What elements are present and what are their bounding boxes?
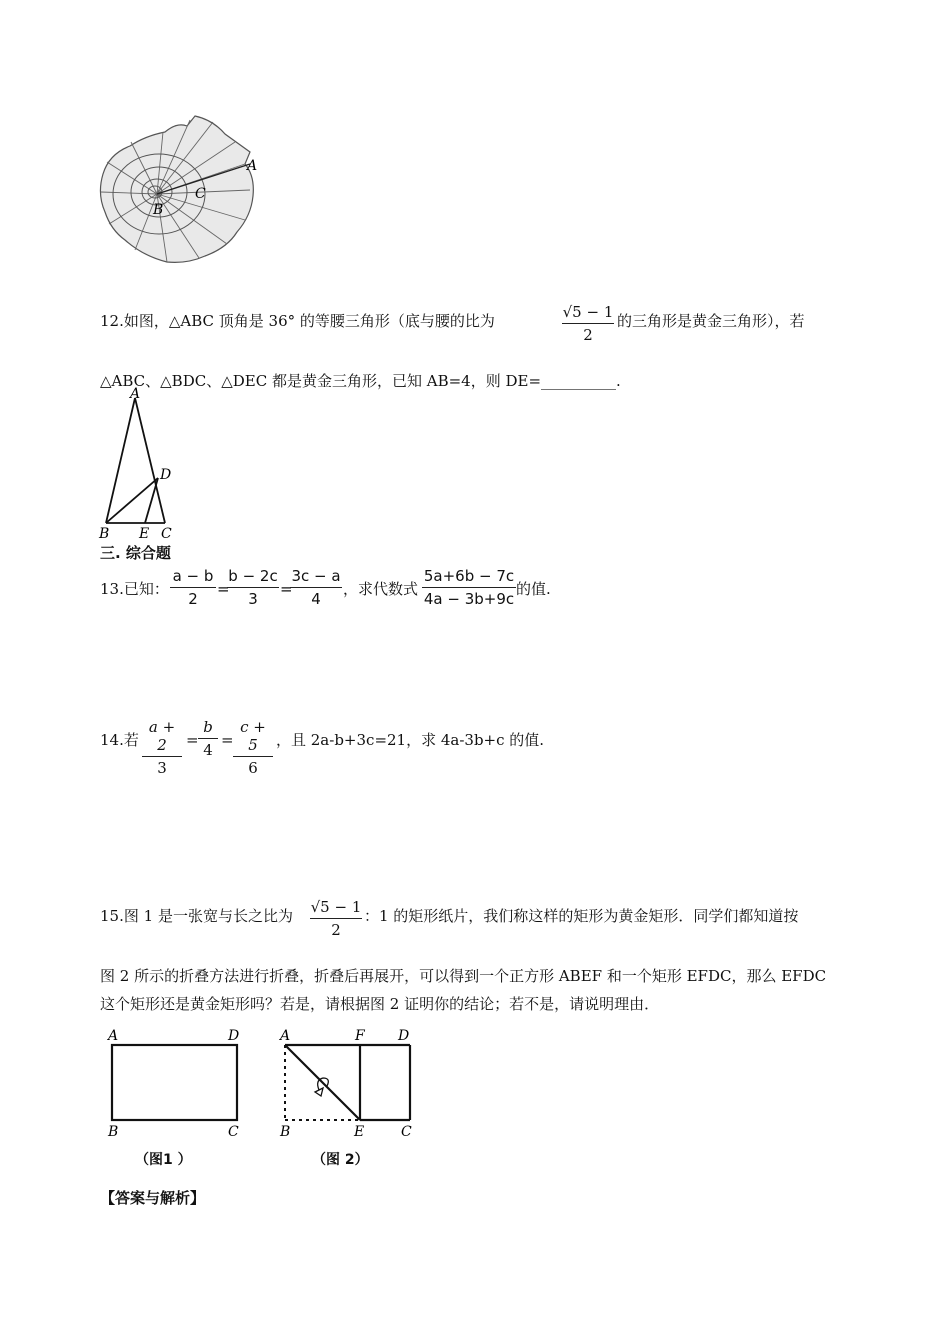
q13-tail: 的值. bbox=[516, 580, 551, 598]
q14-f1-den: 3 bbox=[157, 759, 167, 777]
q13-frac3 bbox=[290, 567, 342, 608]
q13-frac4 bbox=[422, 567, 516, 608]
q13-f4-den: 4a − 3b+9c bbox=[423, 590, 515, 608]
triangle-figure bbox=[95, 385, 195, 545]
q13-f1-num: a − b bbox=[172, 567, 214, 585]
q13-lead-text: 已知： bbox=[123, 580, 169, 598]
q14-tail: ，且 2a-b+3c=21，求 4a-3b+c 的值. bbox=[276, 731, 545, 749]
q13-f4-num: 5a+6b − 7c bbox=[423, 567, 515, 585]
label-a: A bbox=[247, 158, 258, 174]
q13-frac1 bbox=[170, 567, 216, 608]
q12-frac-den: 2 bbox=[583, 326, 593, 344]
q14-frac3 bbox=[233, 718, 273, 777]
tri-label-d: D bbox=[160, 467, 172, 483]
q14-lead bbox=[100, 730, 139, 750]
q14-eq1: = bbox=[186, 731, 199, 749]
q13-f2-den: 3 bbox=[248, 590, 258, 608]
nautilus-figure bbox=[95, 112, 270, 272]
q15-number: 15. bbox=[100, 907, 124, 925]
fig1-caption: （图1 ） bbox=[135, 1152, 192, 1168]
fig2-label-c: C bbox=[401, 1124, 412, 1140]
q13-f3-num: 3c − a bbox=[291, 567, 341, 585]
q13-f2-num: b − 2c bbox=[228, 567, 278, 585]
q15-frac-den: 2 bbox=[331, 921, 341, 939]
fig2-label-a: A bbox=[280, 1028, 291, 1044]
figure-2 bbox=[275, 1022, 420, 1142]
q15-frac-num: √5 − 1 bbox=[310, 898, 362, 916]
fig1-label-d: D bbox=[228, 1028, 240, 1044]
q12-text-after: 的三角形是黄金三角形），若 bbox=[617, 312, 805, 330]
q13-eq2: = bbox=[280, 580, 293, 598]
q13-lead bbox=[100, 579, 169, 599]
q14-f3-num: c + 5 bbox=[240, 718, 266, 754]
q15-line2: 图 2 所示的折叠方法进行折叠，折叠后再展开，可以得到一个正方形 ABEF 和一个矩形 EFDC，那么 EFDC bbox=[100, 967, 827, 985]
q15-lead-text: 图 1 是一张宽与长之比为 bbox=[123, 907, 293, 925]
q14-f2-num: b bbox=[203, 718, 213, 736]
tri-label-e: E bbox=[139, 526, 150, 542]
q14-f1-num: a + 2 bbox=[148, 718, 176, 754]
fig2-label-e: E bbox=[354, 1124, 365, 1140]
label-b: B bbox=[153, 202, 164, 218]
q13-f3-den: 4 bbox=[311, 590, 321, 608]
figure-1 bbox=[100, 1022, 260, 1142]
tri-label-c: C bbox=[161, 526, 172, 542]
q13-mid: ，求代数式 bbox=[343, 580, 419, 598]
q15-line3: 这个矩形还是黄金矩形吗？若是，请根据图 2 证明你的结论；若不是，请说明理由． bbox=[100, 995, 660, 1013]
q14-lead-text: 若 bbox=[123, 731, 139, 749]
q13-number: 13. bbox=[100, 580, 124, 598]
tri-label-a: A bbox=[130, 386, 141, 402]
q12-fraction bbox=[562, 303, 614, 344]
fig2-label-b: B bbox=[280, 1124, 291, 1140]
answers-title: 【答案与解析】 bbox=[100, 1189, 206, 1207]
q14-f3-den: 6 bbox=[248, 759, 258, 777]
fig2-label-f: F bbox=[355, 1028, 365, 1044]
q14-f2-den: 4 bbox=[203, 741, 213, 759]
section3-title: 三. 综合题 bbox=[100, 544, 171, 562]
q12-number: 12. bbox=[100, 312, 124, 330]
q13-eq1: = bbox=[217, 580, 230, 598]
q12-line2: △ABC、△BDC、△DEC 都是黄金三角形，已知 AB=4，则 DE=__________. bbox=[100, 372, 621, 390]
q14-number: 14. bbox=[100, 731, 124, 749]
label-c: C bbox=[195, 186, 206, 202]
fig1-label-b: B bbox=[108, 1124, 119, 1140]
fig1-label-a: A bbox=[108, 1028, 119, 1044]
q12-frac-num: √5 − 1 bbox=[562, 303, 614, 321]
q14-frac2 bbox=[198, 718, 218, 759]
fig1-label-c: C bbox=[228, 1124, 239, 1140]
nautilus-outline bbox=[100, 116, 253, 262]
q13-frac2 bbox=[227, 567, 279, 608]
q13-f1-den: 2 bbox=[188, 590, 198, 608]
fig2-caption: （图 2） bbox=[312, 1152, 369, 1168]
q15-fraction bbox=[310, 898, 362, 939]
q12-text-before: 如图，△ABC 顶角是 36° 的等腰三角形（底与腰的比为 bbox=[123, 312, 495, 330]
q12-line1 bbox=[100, 311, 495, 331]
q14-frac1 bbox=[142, 718, 182, 777]
q15-lead bbox=[100, 906, 293, 926]
tri-label-b: B bbox=[99, 526, 110, 542]
q14-eq2: = bbox=[221, 731, 234, 749]
fig2-label-d: D bbox=[398, 1028, 410, 1044]
q15-after-frac: ：1 的矩形纸片，我们称这样的矩形为黄金矩形．同学们都知道按 bbox=[364, 907, 799, 925]
